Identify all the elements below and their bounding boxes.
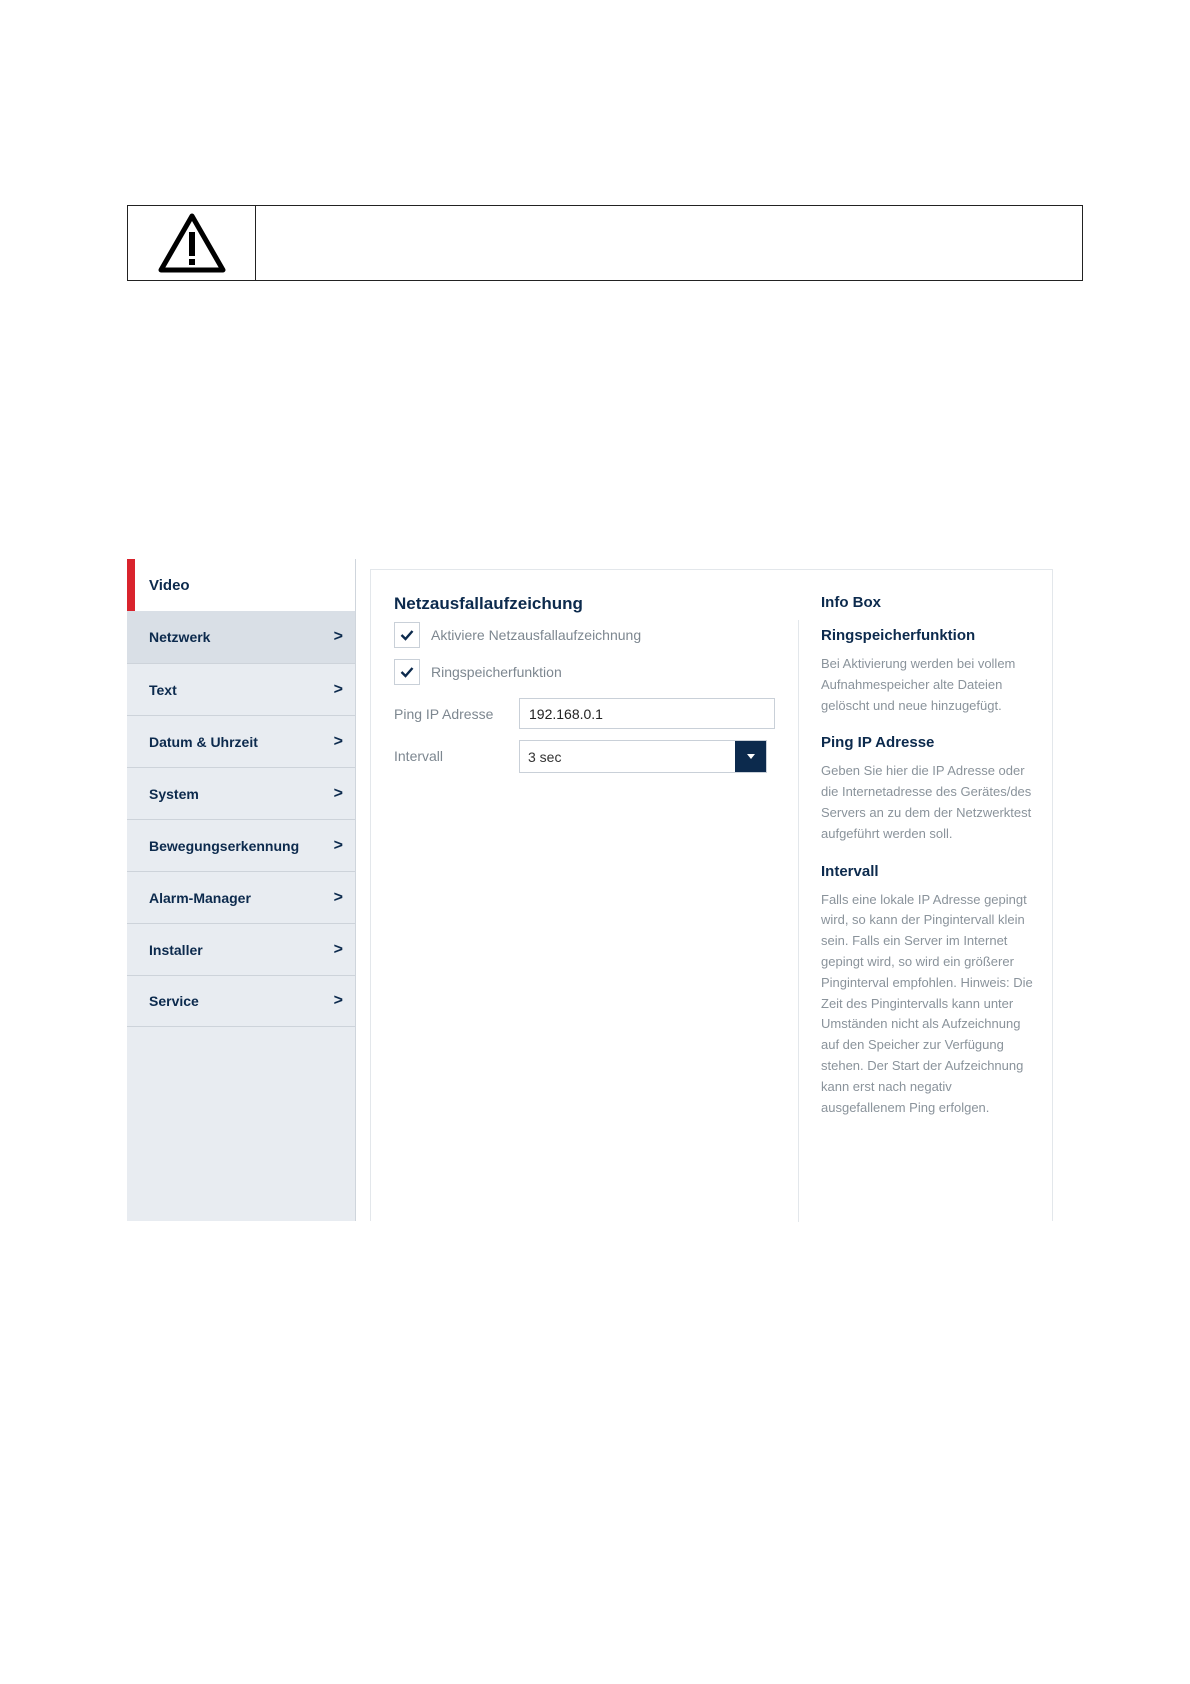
activate-recording-row [394,622,641,648]
panel-title: Netzausfallaufzeichung [394,594,583,613]
activate-recording-label: Aktiviere Netzausfallaufzeichnung [431,627,642,643]
info-heading-intervall: Intervall [821,862,879,880]
interval-selected-value: 3 sec [528,748,562,765]
info-heading-ping-ip: Ping IP Adresse [821,734,935,752]
sidebar-item-label: Datum & Uhrzeit [149,733,258,750]
info-text-ping-ip: Geben Sie hier die IP Adresse oder die Internetadresse des Gerätes/des Servers an zu dem der Netzwerktest aufgeführt werden soll. [821,763,1032,841]
warning-icon-cell [128,206,256,280]
sidebar-item-netzwerk[interactable] [127,611,355,663]
checkmark-icon [400,666,414,678]
caret-down-icon [747,754,755,759]
sidebar-item-installer[interactable] [127,923,355,975]
sidebar [127,559,356,1221]
sidebar-item-label: Text [149,681,177,698]
ring-buffer-row [394,659,562,685]
activate-recording-checkbox[interactable] [394,622,420,648]
checkmark-icon [400,629,414,641]
ping-ip-label: Ping IP Adresse [394,706,494,722]
interval-select[interactable] [519,740,767,773]
info-divider [798,620,799,1222]
sidebar-item-text[interactable] [127,663,355,715]
info-box-title: Info Box [821,594,881,611]
settings-app [127,559,1053,1221]
chevron-right-icon: > [333,888,343,906]
interval-label: Intervall [394,748,444,764]
warning-triangle-icon [157,212,227,274]
ping-ip-input[interactable] [519,698,775,729]
ring-buffer-label: Ringspeicherfunktion [431,664,562,680]
warning-box [127,205,1083,281]
sidebar-item-datum-uhrzeit[interactable] [127,715,355,767]
sidebar-item-service[interactable] [127,975,355,1027]
chevron-right-icon: > [333,680,343,698]
sidebar-item-label: Service [149,993,199,1009]
chevron-right-icon: > [333,784,343,802]
warning-text [256,206,1082,280]
sidebar-item-label: Bewegungserkennung [149,837,300,854]
sidebar-item-bewegungserkennung[interactable] [127,819,355,871]
chevron-right-icon: > [333,940,343,958]
settings-panel [370,569,1053,1221]
sidebar-item-label: Alarm-Manager [149,889,251,906]
sidebar-item-system[interactable] [127,767,355,819]
chevron-right-icon: > [333,732,343,750]
info-box [821,594,1036,1136]
info-text-intervall: Falls eine lokale IP Adresse gepingt wird, so kann der Pingintervall klein sein. Falls ein Server im Internet gepingt wird, so wird ein größerer Pinginterval empfohlen. Hinweis: Die Zeit des Pingintervalls kann unter Umständen nicht als Aufzeichnung auf den Speicher zur Verfügung stehen. Der Start der Aufzeichnung kann erst nach negativ ausgefallenem Ping erfolgen. [821,891,1033,1115]
dropdown-button[interactable] [735,741,766,772]
sidebar-item-alarm-manager[interactable] [127,871,355,923]
sidebar-item-label: Installer [149,941,203,958]
info-heading-ringspeicher: Ringspeicherfunktion [821,627,976,644]
sidebar-item-label: Netzwerk [149,629,211,645]
sidebar-item-label: System [149,785,199,802]
chevron-right-icon: > [333,992,343,1009]
sidebar-active-section[interactable]: Video [127,559,355,611]
info-text-ringspeicher: Bei Aktivierung werden bei vollem Aufnahmespeicher alte Dateien gelöscht und neue hinzugefügt. [821,656,1016,713]
chevron-right-icon: > [333,628,343,645]
ring-buffer-checkbox[interactable] [394,659,420,685]
chevron-right-icon: > [333,836,343,854]
